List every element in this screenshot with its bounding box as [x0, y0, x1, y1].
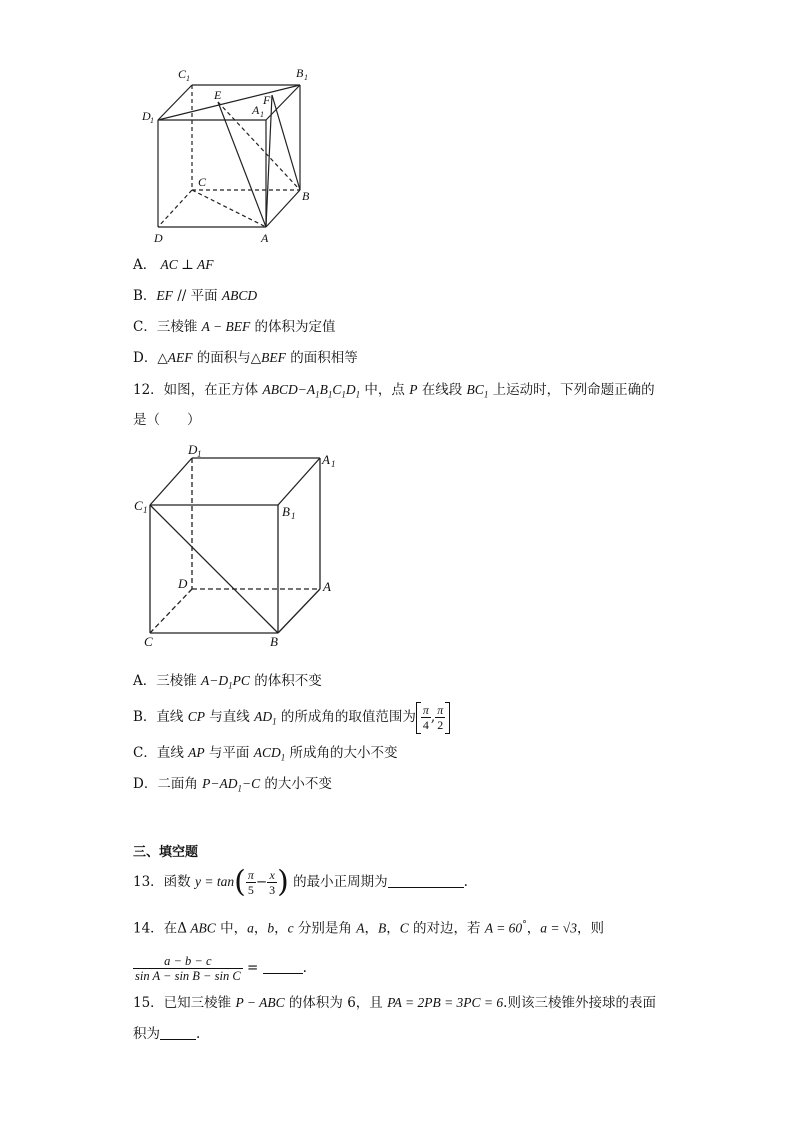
option-label: A． [133, 257, 157, 273]
q14-math: b [267, 920, 275, 936]
option-math: ABCD [221, 288, 258, 303]
option-text: 直线 [156, 745, 189, 761]
stem-sub: 1 [341, 389, 346, 400]
option-sub: 1 [272, 716, 277, 727]
q14-math: a = √3 [540, 920, 577, 936]
option-text: 所成角的大小不变 [285, 745, 398, 761]
q15-text: 积为 [133, 1026, 160, 1042]
label-B1: B [296, 66, 304, 80]
q14-text: 14．在 [133, 920, 178, 937]
q14-text: ， [386, 920, 400, 937]
q11-option-c [133, 318, 336, 336]
option-text: // 平面 [172, 288, 222, 304]
q11-option-d [133, 349, 358, 367]
q14-text: 分别是角 [293, 920, 357, 937]
stem-math: C [332, 382, 342, 397]
q14-text: . [302, 960, 307, 976]
answer-blank[interactable] [263, 959, 303, 974]
q12-option-a [133, 672, 322, 695]
q15-text: 的体积为 6，且 [284, 995, 388, 1011]
stem-math: P [409, 382, 418, 397]
fraction-pi-4: $\frac{\pi}{4}$ [422, 703, 429, 732]
label-D1-sub: 1 [197, 449, 202, 459]
option-math: PC [232, 673, 250, 688]
label-B: B [302, 189, 310, 203]
stem-text: 12．如图，在正方体 [133, 382, 263, 398]
option-math: A−D [201, 673, 229, 688]
option-text: 的大小不变 [260, 776, 332, 792]
q14-text: ， [274, 920, 288, 937]
option-label: C． [133, 319, 157, 335]
option-math: BEF [261, 350, 286, 365]
q15-text: 15．已知三棱锥 [133, 995, 236, 1011]
option-math: ACD [253, 745, 281, 760]
q13 [133, 864, 468, 900]
label-D1-sub: 1 [150, 116, 154, 125]
option-text: 与平面 [204, 745, 254, 761]
section-title: 三、填空题 [133, 845, 199, 860]
option-sub: 1 [280, 752, 286, 763]
option-label: D． [133, 776, 158, 792]
option-text: 的面积与 [192, 350, 251, 366]
option-text: 的体积不变 [249, 673, 322, 689]
stem-sub: 1 [355, 389, 361, 400]
q12-cube-figure [130, 440, 350, 650]
answer-blank[interactable] [388, 873, 464, 888]
stem-text: 中，点 [360, 382, 410, 398]
q14-text: ， [253, 920, 268, 937]
q12-stem-line2 [133, 411, 201, 429]
stem-math: BC [466, 382, 484, 397]
q14-text: ， [526, 920, 541, 937]
option-sub: 1 [237, 783, 242, 794]
q13-text: . [463, 874, 468, 890]
q14-math: A = 60 [484, 920, 523, 936]
q12-option-d [133, 775, 332, 798]
q14-line2 [133, 950, 307, 986]
comma: , [430, 709, 436, 725]
option-math: AEF [167, 350, 193, 365]
q14-math: c [287, 920, 294, 936]
q14-math: A [356, 920, 365, 936]
option-label: D． [133, 350, 158, 366]
option-text: 三棱锥 [156, 319, 202, 335]
label-C1-sub: 1 [143, 505, 148, 515]
stem-math: D [345, 382, 356, 397]
option-sub: 1 [228, 680, 233, 691]
option-text: 与直线 [204, 709, 255, 725]
label-C1: C [178, 67, 187, 81]
label-A: A [323, 579, 331, 594]
label-A1-sub: 1 [260, 110, 264, 119]
option-label: C． [133, 745, 157, 761]
degree-sign: ° [522, 920, 527, 930]
q15-math: PA = 2PB = 3PC = 6 [387, 995, 504, 1010]
option-text: 的面积相等 [285, 350, 358, 366]
option-text: 二面角 [157, 776, 203, 792]
stem-sub: 1 [327, 389, 333, 400]
label-D1: D [188, 442, 198, 457]
q15-line2 [133, 1025, 200, 1043]
q14-text: 的对边，若 [408, 920, 485, 937]
q13-text: 的最小正周期为 [288, 874, 388, 890]
q14-math: B [377, 920, 387, 936]
left-paren: ( [234, 864, 246, 900]
option-math: A − BEF [201, 319, 251, 334]
label-A: A [261, 231, 269, 245]
label-A1-sub: 1 [331, 459, 336, 469]
label-F: F [263, 93, 271, 107]
label-A1: A [252, 103, 260, 117]
label-D1: D [142, 109, 151, 123]
option-math: CP [187, 709, 205, 724]
label-E: E [214, 88, 222, 102]
q14-text: 中， [215, 920, 248, 937]
right-paren: ) [277, 864, 289, 900]
label-B1-sub: 1 [291, 511, 296, 521]
q14-text: ， [364, 920, 378, 937]
option-label: A． [133, 673, 157, 689]
triangle-symbol: Δ [177, 920, 187, 937]
q15-text: .则该三棱锥外接球的表面 [503, 995, 656, 1011]
q11-option-a [133, 256, 214, 274]
option-math: AC ⊥ AF [160, 257, 214, 272]
label-D: D [154, 231, 163, 245]
q14-text: ，则 [576, 920, 604, 937]
q11-option-b [133, 287, 257, 305]
stem-text: 上运动时，下列命题正确的 [488, 382, 655, 398]
option-math: P−AD [202, 776, 238, 791]
option-math: −C [241, 776, 261, 791]
fraction-pi-5: $\frac{\pi}{5}$ [247, 868, 254, 897]
label-A1: A [322, 452, 330, 467]
triangle-symbol: △ [157, 350, 168, 366]
label-D: D [178, 576, 188, 591]
q12-stem-line1 [133, 381, 655, 404]
q15-line1 [133, 994, 656, 1012]
option-text: 的所成角的取值范围为 [276, 709, 416, 725]
q14-line1 [133, 916, 604, 938]
q15-text: . [196, 1026, 201, 1042]
label-B1: B [282, 504, 290, 519]
q13-text: 13．函数 [133, 874, 195, 890]
stem-text: 是（ ） [133, 412, 201, 428]
fraction-pi-2: $\frac{\pi}{2}$ [437, 703, 444, 732]
q14-math: a [247, 920, 254, 936]
option-text: 直线 [156, 709, 188, 725]
option-label: B． [133, 709, 157, 725]
fraction-sides-over-sines: $\frac{a - b - c}{\text{sin A − sin B − sin C}}$ [135, 954, 241, 983]
option-text: 三棱锥 [156, 673, 202, 689]
stem-text: 在线段 [417, 382, 467, 398]
label-B: B [270, 634, 278, 649]
q14-math: ABC [186, 920, 216, 936]
label-C: C [144, 634, 153, 649]
label-B1-sub: 1 [304, 73, 308, 82]
q12-option-b [133, 700, 450, 739]
q15-math: P − ABC [235, 995, 285, 1010]
answer-blank[interactable] [160, 1025, 196, 1040]
stem-sub: 1 [315, 389, 320, 400]
q13-math: y = tan [194, 874, 235, 889]
label-C1: C [134, 498, 143, 513]
stem-math: ABCD−A [262, 382, 316, 397]
q11-cube-figure [140, 62, 330, 247]
option-text: 的体积为定值 [250, 319, 336, 335]
q12-option-c [133, 744, 398, 767]
equals-sign: = [242, 960, 263, 976]
label-C: C [198, 175, 207, 189]
stem-math: B [319, 382, 328, 397]
option-math: EF [156, 288, 173, 303]
stem-sub: 1 [483, 389, 489, 400]
minus-sign: − [255, 874, 268, 890]
right-bracket [445, 702, 450, 734]
q14-math: C [399, 920, 409, 936]
option-label: B． [133, 288, 157, 304]
label-C1-sub: 1 [186, 74, 190, 83]
option-math: AP [188, 745, 205, 760]
option-math: AD [254, 709, 273, 724]
fraction-x-3: $\frac{x}{3}$ [269, 868, 276, 897]
triangle-symbol: △ [250, 350, 262, 366]
